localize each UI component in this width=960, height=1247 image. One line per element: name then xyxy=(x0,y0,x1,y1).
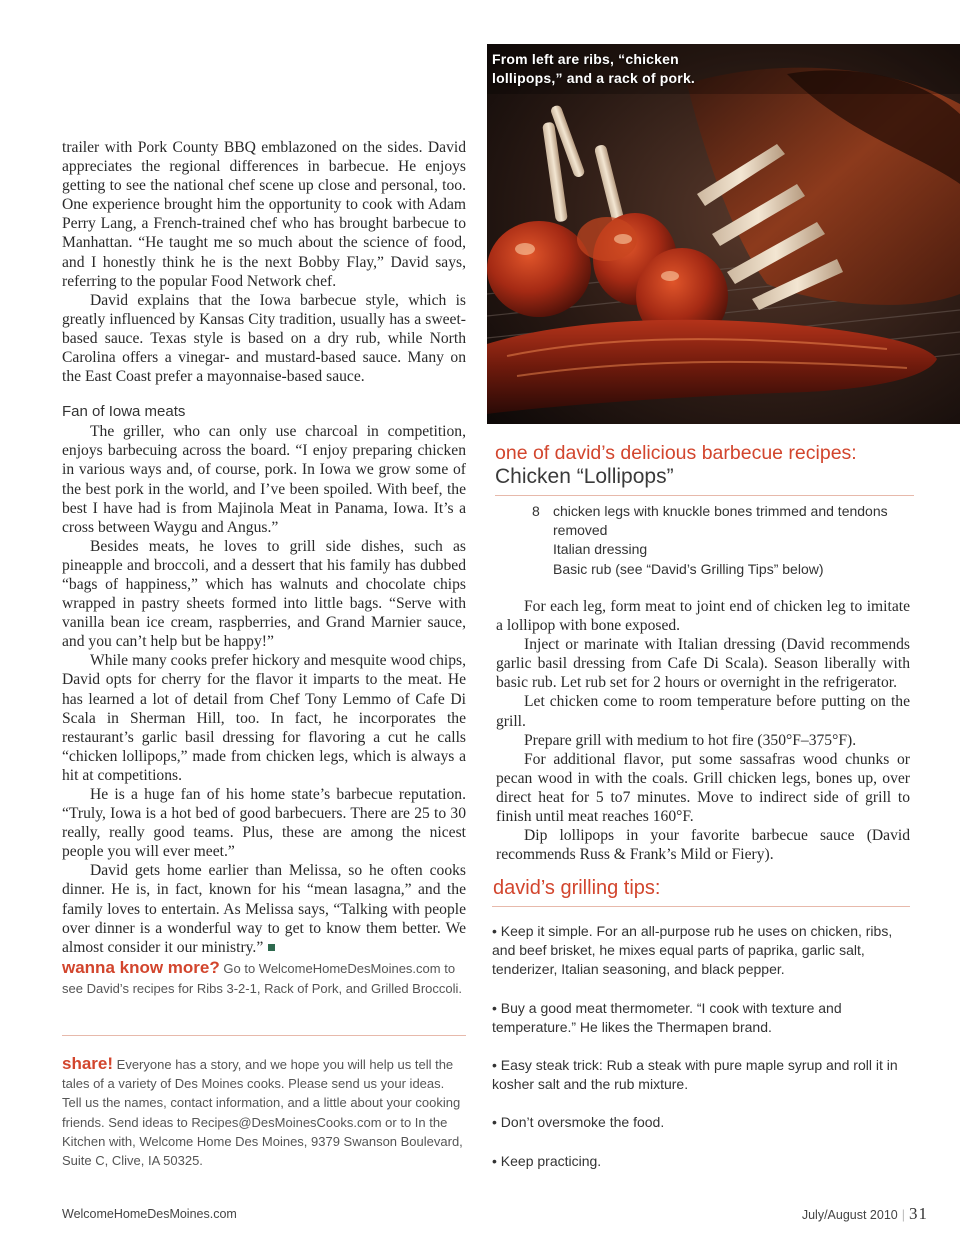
article-paragraph: David explains that the Iowa barbecue style, which is greatly influenced by Kansas City tradition, usually has a sweet-based sauce. Texas style is based on a dry rub, while North Carolina offers a vinegar- and mustard-based sauce. Many on the East Coast prefer a mayonnaise-based sauce. xyxy=(62,291,466,386)
barbecue-photo xyxy=(487,44,960,424)
ingredient-item xyxy=(532,502,912,540)
wanna-know-more-kicker: wanna know more? xyxy=(62,958,220,977)
ingredient-item xyxy=(532,540,912,559)
article-paragraph: He is a huge fan of his home state’s barbecue reputation. “Truly, Iowa is a hot bed of good barbecuers. There are 25 to 30 really, really good teams. Plus, these are among the nicest people you will ever meet.” xyxy=(62,786,466,861)
share-kicker: share! xyxy=(62,1054,114,1073)
footer-separator: | xyxy=(901,1208,905,1222)
recipe-kicker: one of david’s delicious barbecue recipes: xyxy=(495,442,857,464)
ingredient-quantity: 8 xyxy=(532,503,540,519)
share-box xyxy=(62,1054,466,1170)
recipe-step: Inject or marinate with Italian dressing (David recommends garlic basil dressing from Cafe Di Scala). Season liberally with basic rub. Let rub set for 2 hours or overnight in the refrigerator. xyxy=(496,636,910,692)
article-paragraph-text: David gets home earlier than Melissa, so he often cooks dinner. He is, in fact, known for his “mean lasagna,” and the family loves to entertain. As Melissa says, “Talking with people over dinner is a wonderful way to get to know them better. We almost consider it our ministry.” xyxy=(62,862,466,956)
article-paragraph: The griller, who can only use charcoal in competition, enjoys barbecuing across the board. “I enjoy preparing chicken in various ways and, of course, pork. In Iowa we grow some of the best pork in the world, and I’ve been spoiled. With beef, the best I have had is from Majinola Meat in Panama, Iowa. It’s a cross between Waygu and Angus.” xyxy=(62,423,466,536)
tip-item: • Keep practicing. xyxy=(492,1152,602,1169)
tip-item: • Keep it simple. For an all-purpose rub he uses on chicken, ribs, and beef brisket, he mixes equal parts of paprika, garlic salt, tenderizer, Italian seasoning, and black pepper. xyxy=(492,923,893,978)
recipe-step: For additional flavor, put some sassafras wood chunks or pecan wood in with the coals. Grill chicken legs, bones up, over direct heat for 5 to7 minutes. Move to indirect side of grill to finish until meat reaches 160°F. xyxy=(496,750,910,826)
page-number: 31 xyxy=(909,1204,928,1223)
article-paragraph-last xyxy=(62,861,466,956)
tip-item: • Don’t oversmoke the food. xyxy=(492,1114,665,1131)
ingredient-text: chicken legs with knuckle bones trimmed and tendons removed xyxy=(553,503,888,539)
recipe-step: Dip lollipops in your favorite barbecue sauce (David recommends Russ & Frank’s Mild or Fiery). xyxy=(496,827,910,864)
tips-title: david’s grilling tips: xyxy=(493,877,661,899)
tips-divider xyxy=(492,906,910,907)
recipe-step: Prepare grill with medium to hot fire (350°F–375°F). xyxy=(524,731,857,749)
end-of-story-mark xyxy=(268,944,275,951)
ingredient-quantity xyxy=(532,540,553,559)
recipe-step: For each leg, form meat to joint end of chicken leg to imitate a lollipop with bone exposed. xyxy=(496,598,910,635)
article-subhead: Fan of Iowa meats xyxy=(62,403,186,421)
ingredient-item xyxy=(532,560,912,579)
photo-caption: From left are ribs, “chicken lollipops,” and a rack of pork. xyxy=(492,51,696,86)
recipe-step: Let chicken come to room temperature before putting on the grill. xyxy=(496,693,910,730)
footer-issue: July/August 2010 xyxy=(801,1208,898,1222)
footer-website: WelcomeHomeDesMoines.com xyxy=(62,1207,237,1221)
article-column xyxy=(62,138,466,957)
recipe-title: Chicken “Lollipops” xyxy=(495,465,674,488)
recipe-steps xyxy=(496,597,910,864)
share-text: Everyone has a story, and we hope you will help us tell the tales of a variety of Des Moines cooks. Please send us your ideas. Tell us the names, contact information, and a little about your cooking friends. Send ideas to Recipes@DesMoinesCooks.com or to In the Kitchen with, Welcome Home Des Moines, 9379 Swanson Boulevard, Suite C, Clive, IA 50325. xyxy=(62,1057,463,1169)
article-paragraph: Besides meats, he loves to grill side dishes, such as pineapple and broccoli, and a dessert that his family has dubbed “bags of happiness,” which has walnuts and chocolate chips wrapped in pastry sheets formed into little bags. “Serve with vanilla bean ice cream, raspberries, and Grand Marnier sauce, and you can’t help but be happy!” xyxy=(62,537,466,651)
article-paragraph: trailer with Pork County BBQ emblazoned on the sides. David appreciates the regional differences in barbecue. He enjoys getting to see the national chef scene up close and personal, too. One experience brought him the opportunity to cook with Adam Perry Lang, a French-trained chef who has brought barbecue to Manhattan. “He taught me so much about the science of food, and I honestly think he is the next Bobby Flay,” David says, referring to the popular Food Network chef. xyxy=(62,139,466,290)
ingredient-quantity xyxy=(532,560,553,579)
section-divider xyxy=(62,1035,466,1036)
tips-list xyxy=(492,922,908,1190)
wanna-know-more-box xyxy=(62,958,466,998)
recipe-header xyxy=(495,441,915,489)
ingredient-list xyxy=(532,502,912,579)
ingredient-text: Italian dressing xyxy=(553,541,648,558)
tip-item: • Easy steak trick: Rub a steak with pure maple syrup and roll it in kosher salt and the rub mixture. xyxy=(492,1057,898,1093)
barbecue-photo-illustration xyxy=(487,44,960,424)
footer-folio xyxy=(802,1204,928,1224)
recipe-divider xyxy=(495,495,914,496)
tip-item: • Buy a good meat thermometer. “I cook with texture and temperature.” He likes the Thermapen brand. xyxy=(492,999,842,1035)
wanna-know-more-text: Go to WelcomeHomeDesMoines.com to see David’s recipes for Ribs 3-2-1, Rack of Pork, and Grilled Broccoli. xyxy=(62,961,463,996)
ingredient-text: Basic rub (see “David’s Grilling Tips” below) xyxy=(553,560,824,577)
article-paragraph: While many cooks prefer hickory and mesquite wood chips, David opts for cherry for the flavor it imparts to the meat. He has learned a lot of detail from Chef Tony Lemmo of Cafe Di Scala in Sherman Hill, too. In fact, he incorporates the restaurant’s garlic basil dressing for flavoring a cut he calls “chicken lollipops,” made from chicken legs, which is always a hit at competitions. xyxy=(62,652,466,784)
